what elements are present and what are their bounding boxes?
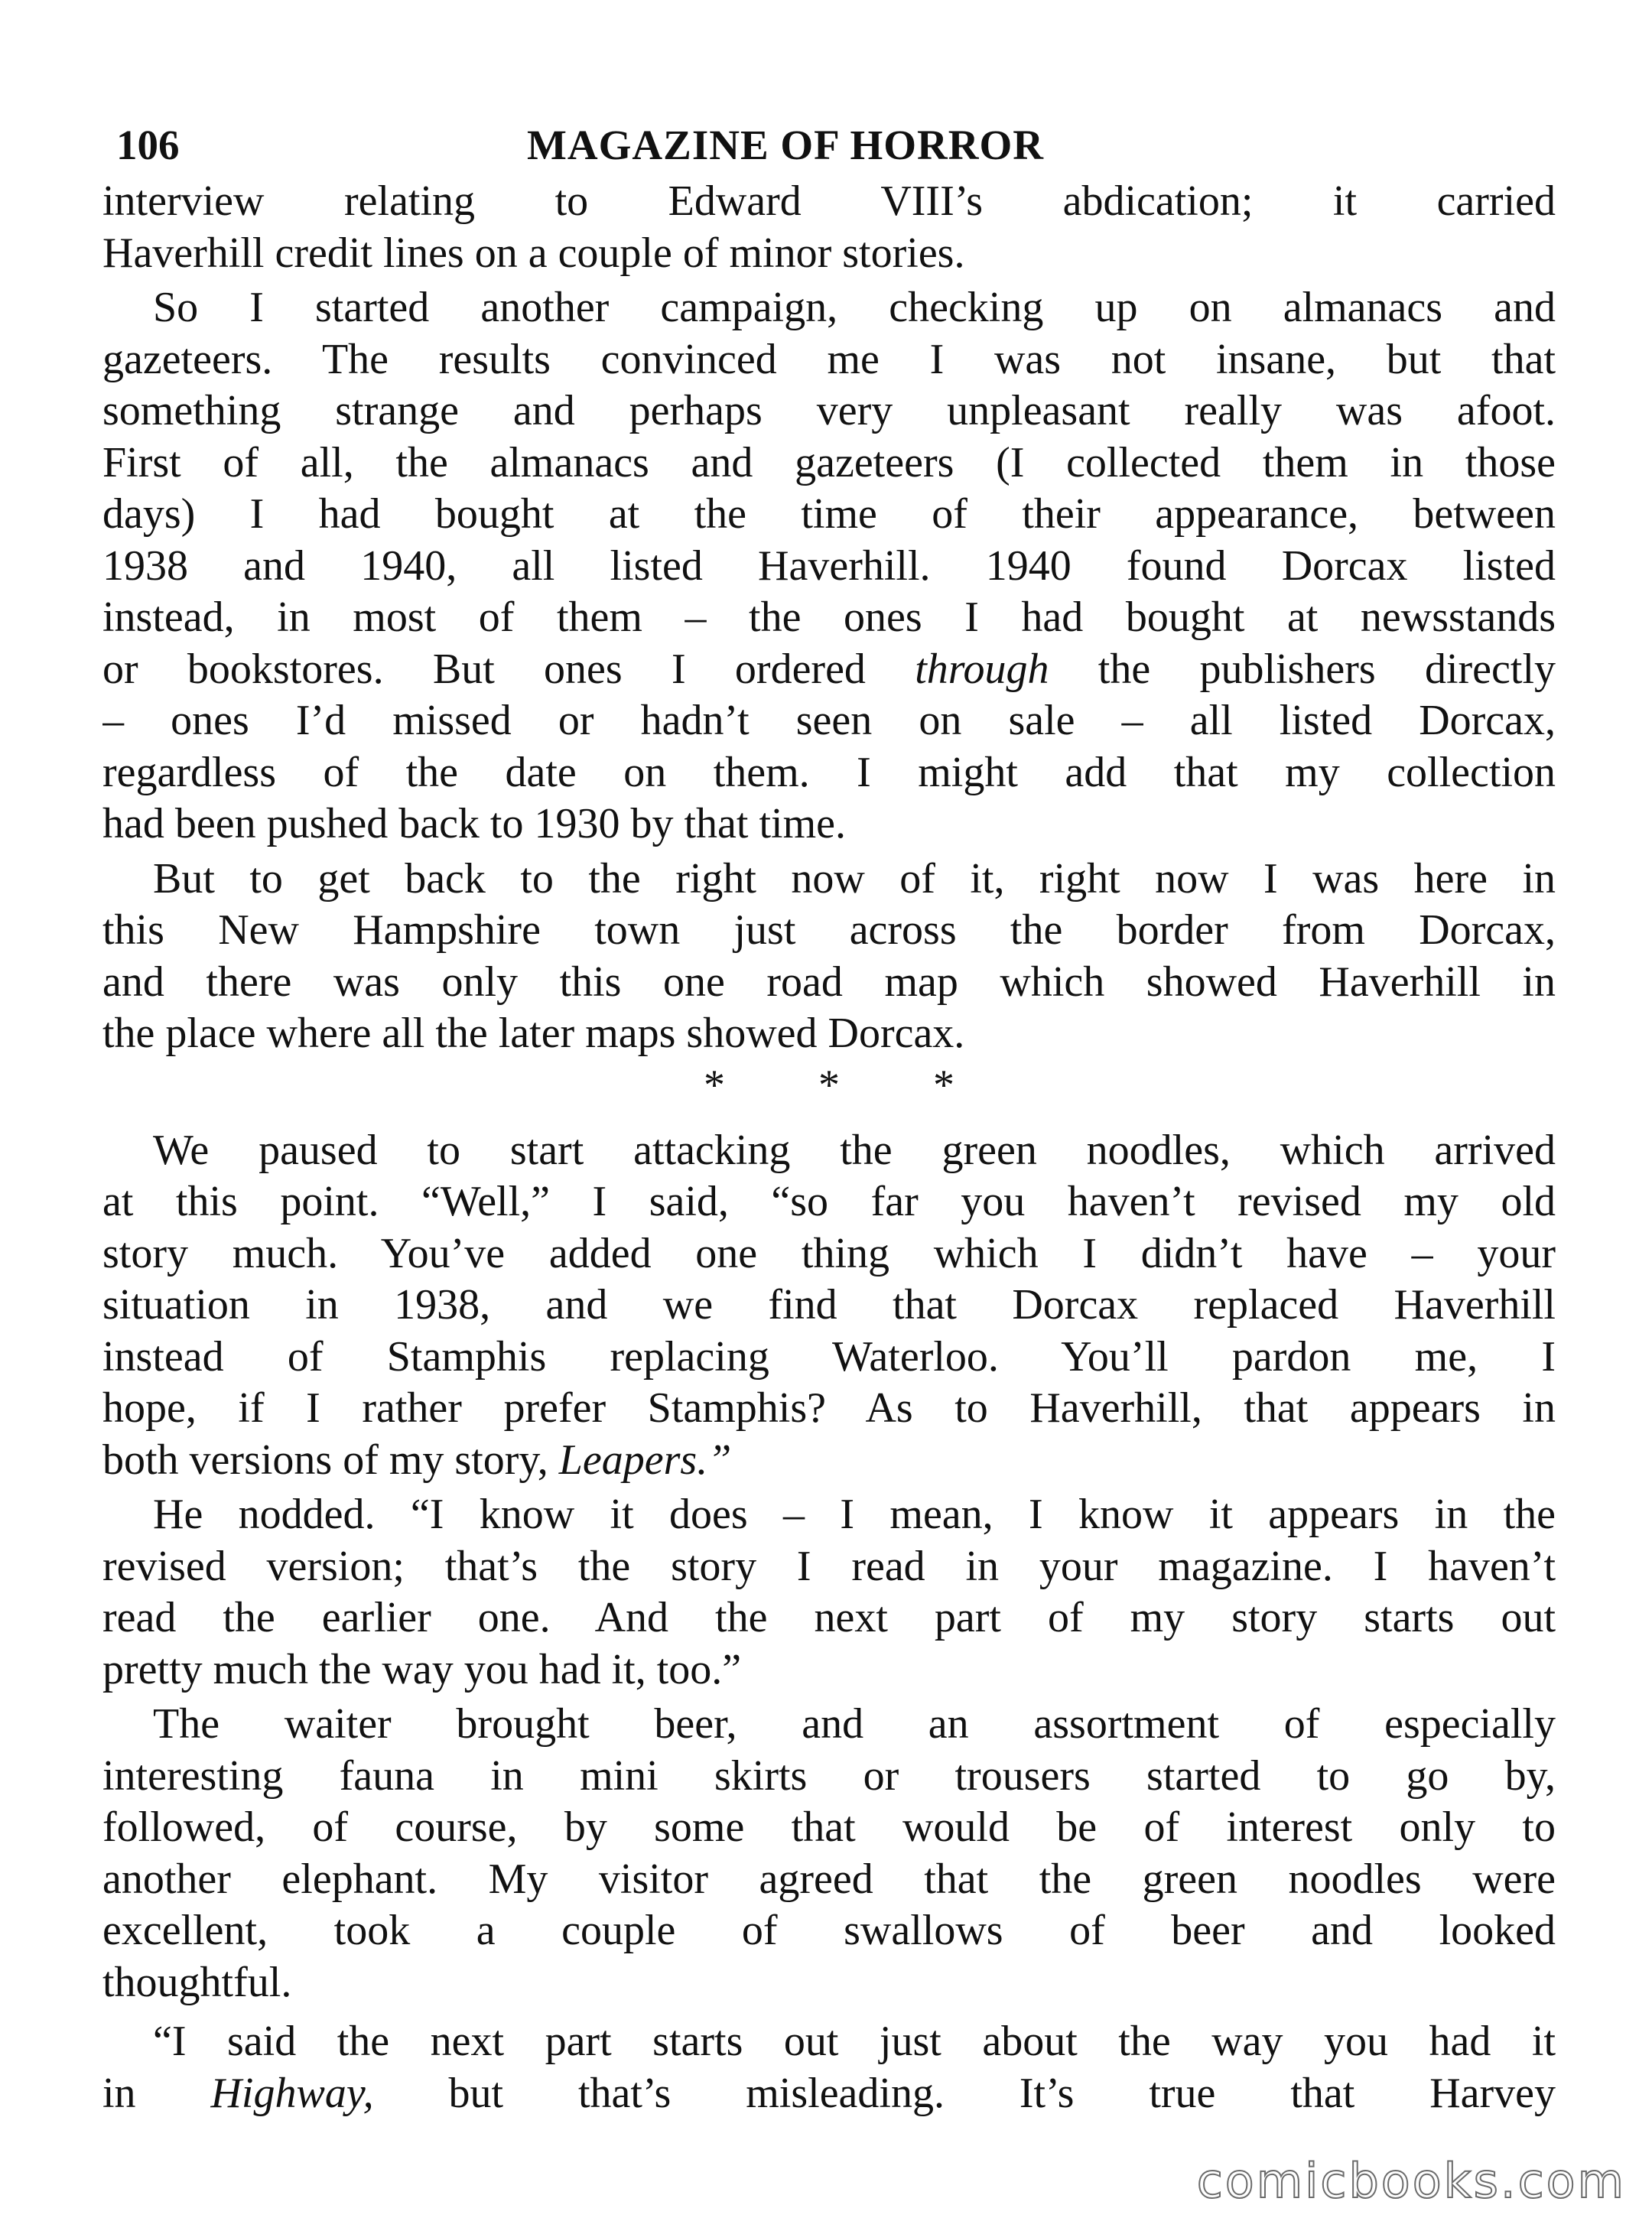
text-line: So I started another campaign, checking up on almanacs and <box>153 284 1556 331</box>
paragraph <box>102 176 1556 279</box>
asterisk: * <box>818 1061 840 1109</box>
text-line: another elephant. My visitor agreed that the green noodles were <box>102 1855 1556 1903</box>
italic-word: Highway, <box>210 2069 374 2117</box>
text-fragment: the publishers directly <box>1049 645 1556 693</box>
paragraph <box>102 854 1556 1060</box>
italic-word: through <box>915 645 1049 693</box>
watermark: comicbooks.com <box>1196 2153 1626 2209</box>
asterisk: * <box>704 1061 725 1109</box>
article-body <box>102 176 1556 2119</box>
text-line: He nodded. “I know it does – I mean, I know it appears in the <box>153 1491 1556 1538</box>
text-fragment: both versions of my story, <box>102 1436 559 1484</box>
text-line: – ones I’d missed or hadn’t seen on sale – all listed Dorcax, <box>102 697 1556 744</box>
paragraph <box>102 1125 1556 1487</box>
paragraph <box>102 1489 1556 1696</box>
text-line: and there was only this one road map which showed Haverhill in <box>102 958 1556 1006</box>
text-line: Haverhill credit lines on a couple of minor stories. <box>102 229 965 277</box>
text-line: We paused to start attacking the green noodles, which arrived <box>153 1126 1556 1174</box>
text-line: at this point. “Well,” I said, “so far you haven’t revised my old <box>102 1178 1556 1225</box>
running-head <box>102 115 1556 176</box>
text-line-with-italic <box>102 1435 1556 1487</box>
text-line: instead of Stamphis replacing Waterloo. You’ll pardon me, I <box>102 1332 1556 1381</box>
paragraph <box>102 1699 1556 2008</box>
page <box>102 115 1556 2119</box>
italic-word: Leapers.” <box>558 1436 732 1484</box>
text-line: regardless of the date on them. I might add that my collection <box>102 748 1556 796</box>
text-fragment: in <box>102 2069 211 2117</box>
text-line: interview relating to Edward VIII’s abdication; it carried <box>102 177 1556 225</box>
section-break <box>102 1060 1556 1111</box>
text-line: But to get back to the right now of it, right now I was here in <box>153 854 1556 902</box>
text-line: this New Hampshire town just across the border from Dorcax, <box>102 906 1556 954</box>
text-line-with-italic <box>102 2068 1556 2120</box>
text-line: story much. You’ve added one thing which I didn’t have – your <box>102 1229 1556 1277</box>
paragraph <box>102 2016 1556 2119</box>
text-line: excellent, took a couple of swallows of beer and looked <box>102 1907 1556 1954</box>
magazine-title: MAGAZINE OF HORROR <box>527 122 1044 168</box>
text-line: thoughtful. <box>102 1958 292 2006</box>
text-line: something strange and perhaps very unpleasant really was afoot. <box>102 387 1556 434</box>
text-line: followed, of course, by some that would be of interest only to <box>102 1803 1556 1851</box>
text-line: situation in 1938, and we find that Dorcax replaced Haverhill <box>102 1281 1556 1329</box>
text-line: read the earlier one. And the next part of my story starts out <box>102 1594 1556 1641</box>
text-line: The waiter brought beer, and an assortment of especially <box>153 1700 1556 1748</box>
text-line: First of all, the almanacs and gazeteers (I collected them in those <box>102 438 1556 486</box>
text-line: interesting fauna in mini skirts or trousers started to go by, <box>102 1751 1556 1800</box>
text-line: “I said the next part starts out just about the way you had it <box>153 2018 1556 2065</box>
text-line: gazeteers. The results convinced me I was not insane, but that <box>102 335 1556 383</box>
text-line: the place where all the later maps showed Dorcax. <box>102 1010 965 1057</box>
paragraph <box>102 282 1556 850</box>
text-fragment: but that’s misleading. It’s true that Harvey <box>373 2069 1556 2117</box>
text-line: days) I had bought at the time of their appearance, between <box>102 490 1556 538</box>
asterisk: * <box>933 1061 954 1109</box>
text-line: pretty much the way you had it, too.” <box>102 1645 742 1693</box>
text-line: had been pushed back to 1930 by that time. <box>102 800 846 847</box>
text-line: hope, if I rather prefer Stamphis? As to Haverhill, that appears in <box>102 1384 1556 1432</box>
text-line: 1938 and 1940, all listed Haverhill. 1940 found Dorcax listed <box>102 541 1556 590</box>
text-line-with-italic <box>102 644 1556 696</box>
text-line: instead, in most of them – the ones I had bought at newsstands <box>102 594 1556 641</box>
text-fragment: or bookstores. But ones I ordered <box>102 645 915 693</box>
text-line: revised version; that’s the story I read in your magazine. I haven’t <box>102 1542 1556 1590</box>
page-number: 106 <box>116 122 180 168</box>
